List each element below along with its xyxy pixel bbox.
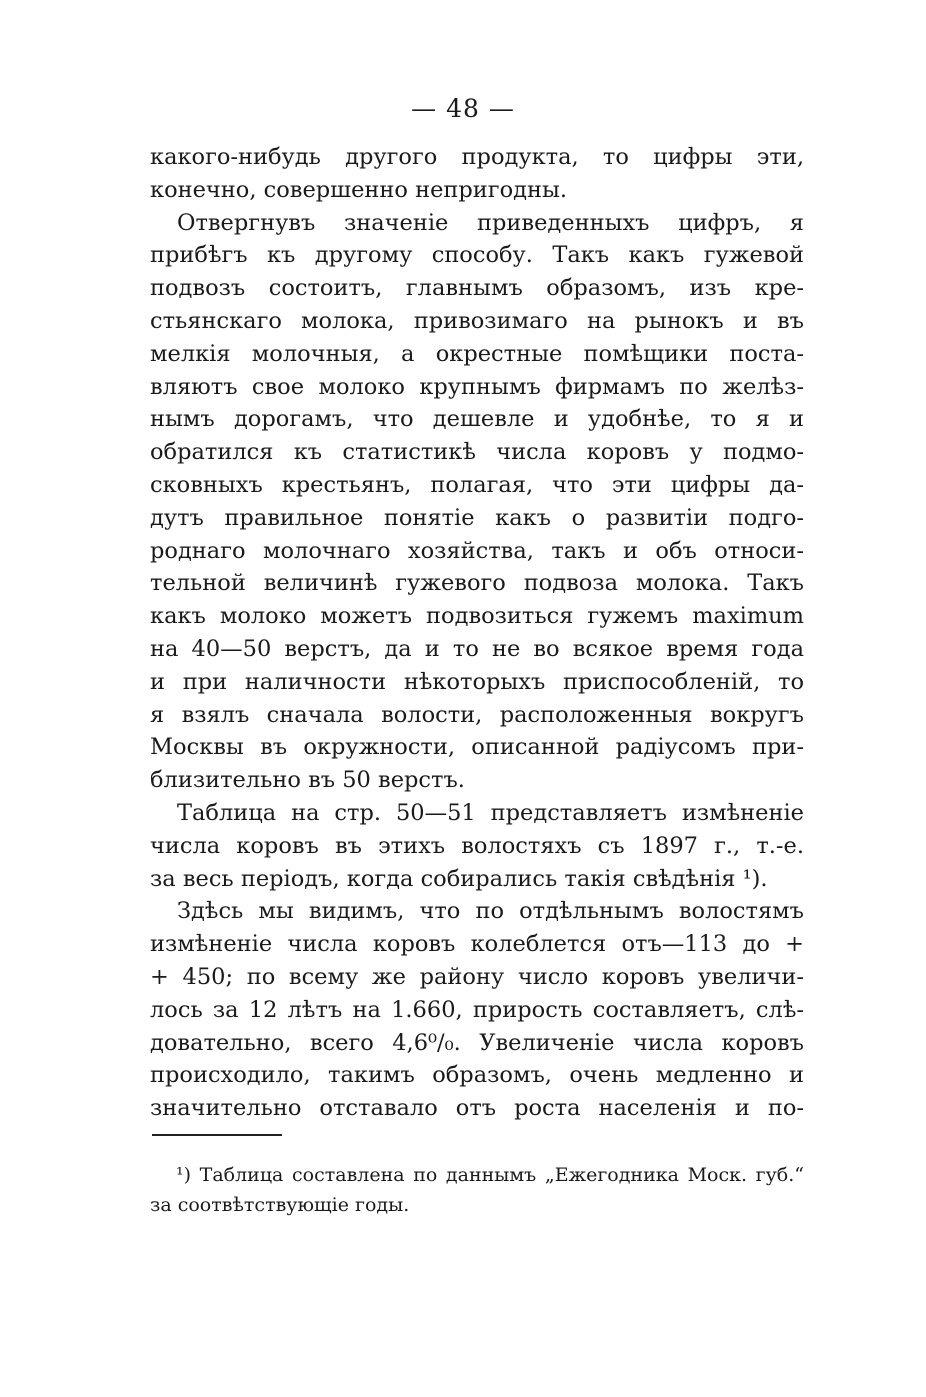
text-line: прибѣгъ къ другому способу. Такъ какъ гужевой [150, 242, 804, 269]
text-line: вляютъ свое молоко крупнымъ фирмамъ по желѣз- [150, 373, 804, 400]
text-line: и при наличности нѣкоторыхъ приспособленій, то [150, 668, 804, 695]
text-line: роднаго молочнаго хозяйства, такъ и объ относи- [150, 537, 804, 564]
text-line: на 40—50 верстъ, да и то не во всякое время года [150, 635, 804, 662]
text-line: Москвы въ окружности, описанной радіусомъ при- [150, 734, 804, 761]
text-line: близительно въ 50 верстъ. [150, 767, 465, 794]
text-line: значительно отставало отъ роста населенія и по- [150, 1095, 804, 1122]
page-number: — 48 — [411, 94, 515, 123]
text-line: подвозъ состоитъ, главнымъ образомъ, изъ кре- [150, 275, 804, 302]
text-line: числа коровъ въ этихъ волостяхъ съ 1897 г., т.-е. [150, 832, 804, 859]
footnote-line: ¹) Таблица составлена по даннымъ „Ежегодника Моск. губ.“ [176, 1164, 804, 1186]
body-text [150, 141, 804, 1125]
text-line: обратился къ статистикѣ числа коровъ у подмо- [150, 439, 804, 466]
text-line: Отвергнувъ значеніе приведенныхъ цифръ, я [177, 209, 804, 236]
text-line: Здѣсь мы видимъ, что по отдѣльнымъ волостямъ [177, 898, 804, 925]
text-line: дутъ правильное понятіе какъ о развитіи подго- [150, 504, 804, 531]
footnotes [150, 1160, 804, 1220]
text-line: конечно, совершенно непригодны. [150, 176, 568, 203]
text-line: я взялъ сначала волости, расположенныя вокругъ [150, 701, 804, 728]
footnote-line: за соотвѣтствующіе годы. [150, 1194, 410, 1216]
text-line: нымъ дорогамъ, что дешевле и удобнѣе, то я и [150, 406, 804, 433]
text-line: происходило, такимъ образомъ, очень медленно и [150, 1062, 804, 1089]
footnote-divider [152, 1134, 282, 1136]
text-line: стьянскаго молока, привозимаго на рынокъ и въ [150, 307, 804, 334]
text-line: + 450; по всему же району число коровъ увеличи- [150, 963, 804, 990]
text-line: Таблица на стр. 50—51 представляетъ измѣненіе [177, 799, 804, 826]
text-line: какъ молоко можетъ подвозиться гужемъ maximum [150, 603, 804, 630]
text-line: за весь періодъ, когда собирались такія свѣдѣнія ¹). [150, 865, 768, 892]
text-line: сковныхъ крестьянъ, полагая, что эти цифры да- [150, 471, 804, 498]
text-line: тельной величинѣ гужевого подвоза молока. Такъ [150, 570, 804, 597]
text-line: какого-нибудь другого продукта, то цифры эти, [150, 144, 804, 170]
text-line: лось за 12 лѣтъ на 1.660, прирость составляетъ, слѣ- [150, 996, 804, 1023]
text-line: измѣненіе числа коровъ колеблется отъ—113 до + [150, 931, 804, 958]
text-line: мелкія молочныя, а окрестные помѣщики поста- [150, 340, 804, 367]
text-line: довательно, всего 4,6⁰/₀. Увеличеніе числа коровъ [150, 1029, 804, 1056]
